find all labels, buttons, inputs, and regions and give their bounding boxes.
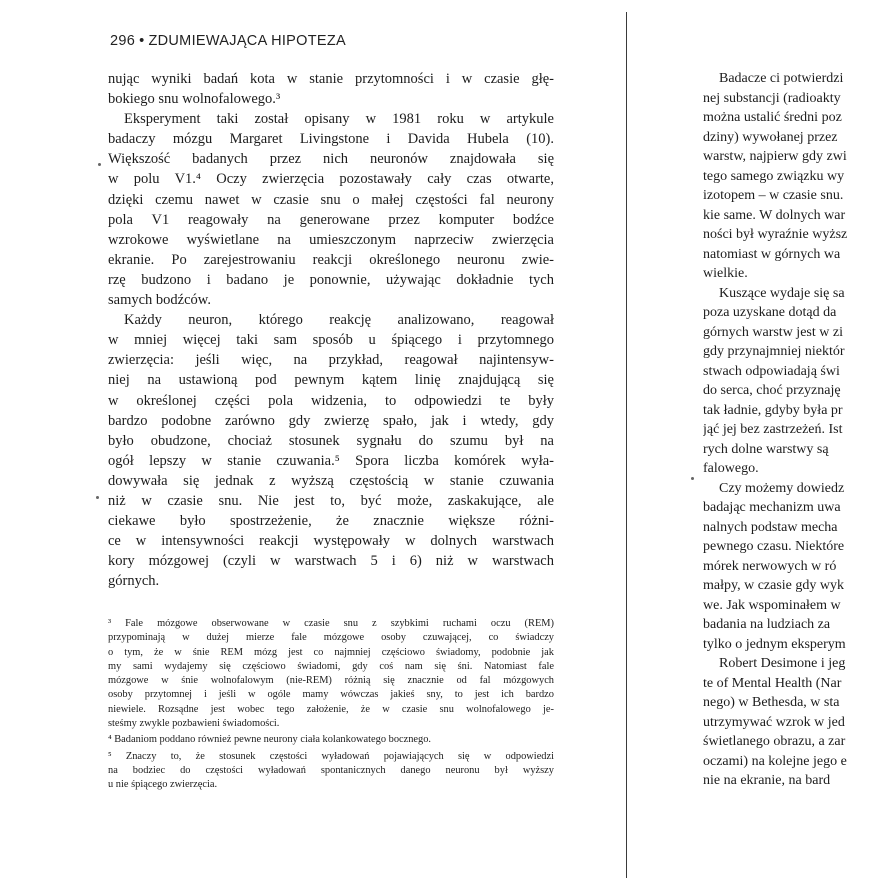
text-line: górnych. [108, 573, 160, 590]
text-line: górnych warstw jest w zi [703, 324, 843, 340]
main-text-column [108, 69, 554, 591]
text-line: Kuszące wydaje się sa [719, 285, 845, 301]
text-line: poza uzyskane dotąd da [703, 305, 837, 320]
scan-speck [96, 496, 99, 499]
text-line: można ustalić średni poz [703, 110, 842, 125]
text-line: ciekawe było spostrzeżenie, że znacznie większe różni- [108, 513, 554, 530]
text-line: niej na ustawioną pod pewnym kątem linię znajdującą się [108, 372, 554, 389]
text-line: izotopem – w czasie snu. [703, 188, 844, 203]
text-line: Czy możemy dowiedz [719, 480, 845, 496]
text-line: świetlanego obrazu, a zar [703, 734, 846, 749]
text-line: nego) w Bethesda, w sta [703, 695, 840, 710]
text-line: Większość badanych przez nich neuronów znajdowała się [108, 151, 554, 168]
text-line: ekranie. Po zarejestrowaniu reakcji określonego neuronu zwie- [108, 251, 554, 268]
text-line: kie same. W dolnych war [703, 207, 846, 223]
text-line: we. Jak wspominałem w [703, 597, 841, 613]
text-line: kory mózgowej (czyli w warstwach 5 i 6) niż w warstwach [108, 553, 554, 570]
text-line: badaczy mózgu Margaret Livingstone i Davida Hubela (10). [108, 131, 554, 148]
footnote-line: ⁴ Badaniom poddano również pewne neurony ciała kolankowatego bocznego. [108, 734, 432, 746]
scan-speck [691, 477, 694, 480]
text-line: zwierzęcia: jeśli więc, na przykład, reagował najintensyw- [108, 352, 554, 369]
footnote-line: u nie śpiącego zwierzęcia. [108, 779, 218, 791]
text-line: nej substancji (radioakty [703, 90, 841, 106]
text-line: ności był wyraźnie wyższ [703, 227, 848, 242]
text-line: w polu V1.⁴ Oczy zwierzęcia pozostawały cały czas otwarte, [108, 171, 554, 188]
text-line: wielkie. [703, 266, 748, 281]
scan-speck [98, 163, 101, 166]
text-line: te of Mental Health (Nar [703, 675, 842, 691]
footnote-line: ³ Fale mózgowe obserwowane w czasie snu z szybkimi ruchami oczu (REM) [108, 618, 554, 629]
footnote-line: mózgowe w śnie wolnofalowym (nie-REM) różnią się znacznie od fal mózgowych [108, 675, 554, 687]
text-line: niż w czasie snu. Nie jest to, być może, zaskakujące, ale [108, 492, 554, 509]
text-line: w mniej więcej taki sam sposób u śpiącego i przytomnego [108, 332, 554, 349]
text-line: w określonej części pola widzenia, to odpowiedzi te były [108, 392, 554, 409]
text-line: małpy, w czasie gdy wyk [703, 578, 844, 593]
text-line: oczami) na kolejne jego e [703, 753, 847, 769]
text-line: rzę budzono i badano je ponownie, używając dokładnie tych [108, 271, 554, 288]
text-line: ce w intensywności reakcji występowały w dolnych warstwach [108, 533, 554, 550]
text-line: bardzo podobne zarówno gdy zwierzę spało, jak i wtedy, gdy [108, 412, 554, 429]
running-header [110, 33, 346, 49]
text-line: tak ładnie, gdyby była pr [703, 402, 843, 418]
text-line: ogół lepszy w stanie czuwania.⁵ Spora liczba komórek wyła- [108, 452, 554, 469]
right-page-text-column [703, 69, 893, 791]
text-line: Badacze ci potwierdzi [719, 71, 844, 86]
footnote-line: niewiele. Rozsądne jest wobec tego założenie, że w czasie snu wolnofalowego je- [108, 703, 554, 715]
footnote-line: osoby przytomnej i jeśli w ogóle mamy wówczas jakieś sny, to jest ich bardzo [108, 689, 554, 701]
text-line: Robert Desimone i jeg [719, 656, 846, 671]
header-separator: • [139, 33, 145, 49]
text-line: rych dolne warstwy są [703, 441, 829, 457]
text-line: do serca, choć przyznaję [703, 383, 841, 398]
footnote-line: steśmy zwykle pozbawieni świadomości. [108, 718, 280, 730]
footnote-line: o tym, że w śnie REM mózg jest co najmniej częściowo świadomy, podobnie jak [108, 646, 554, 658]
page-number: 296 [110, 33, 136, 49]
text-line: badania na ludziach za [703, 617, 831, 632]
text-line: dowywała się jednak z wyższą częstością w stanie czuwania [108, 472, 554, 489]
text-line: pewnego czasu. Niektóre [703, 539, 845, 554]
footnote-line: ⁵ Znaczy to, że stosunek częstości wyładowań pojawiających się w odpowiedzi [108, 750, 554, 762]
footnote-line: przypominają w dużej mierze fale mózgowe osoby czuwającej, co świadczy [108, 632, 554, 644]
text-line: tylko o jednym eksperym [703, 636, 846, 652]
text-line: jąć jej bez zastrzeżeń. Ist [703, 422, 843, 437]
text-line: badając mechanizm uwa [703, 500, 841, 515]
footnote-line: my sami wydajemy się częściowo świadomi, gdy coś nam się śni. Natomiast fale [108, 660, 554, 672]
footnotes [108, 617, 554, 793]
text-line: wzrokowe wyświetlane na umieszczonym naprzeciw zwierzęcia [108, 231, 554, 248]
text-line: falowego. [703, 461, 759, 476]
text-line: gdy przynajmniej niektór [703, 344, 845, 359]
text-line: dzięki czemu nawet w czasie snu o małej częstości fal neurony [108, 191, 554, 208]
text-line: samych bodźców. [108, 292, 211, 309]
text-line: mórek nerwowych w ró [703, 558, 837, 574]
text-line: nalnych podstaw mecha [703, 519, 838, 535]
text-line: utrzymywać wzrok w jed [703, 714, 845, 730]
text-line: nie na ekranie, na bard [703, 773, 831, 788]
text-line: było obudzone, chociaż stosunek sygnału do szumu był na [108, 432, 554, 449]
text-line: warstw, najpierw gdy zwi [703, 149, 847, 164]
text-line: stwach odpowiadają świ [703, 363, 840, 379]
text-line: nując wyniki badań kota w stanie przytomności i w czasie głę- [108, 71, 554, 87]
text-line: tego samego związku wy [703, 168, 845, 184]
text-line: natomiast w górnych wa [703, 246, 841, 262]
text-line: bokiego snu wolnofalowego.³ [108, 91, 281, 108]
text-line: Eksperyment taki został opisany w 1981 roku w artykule [124, 111, 554, 128]
text-line: Każdy neuron, którego reakcję analizowano, reagował [124, 312, 554, 329]
text-line: dziny) wywołanej przez [703, 129, 838, 145]
book-spine-divider [626, 12, 627, 878]
running-title: ZDUMIEWAJĄCA HIPOTEZA [148, 33, 346, 49]
text-line: pola V1 reagowały na generowane przez komputer bodźce [108, 211, 554, 228]
footnote-line: na bodziec do częstości wyładowań spontanicznych danego neuronu był wyższy [108, 764, 554, 776]
